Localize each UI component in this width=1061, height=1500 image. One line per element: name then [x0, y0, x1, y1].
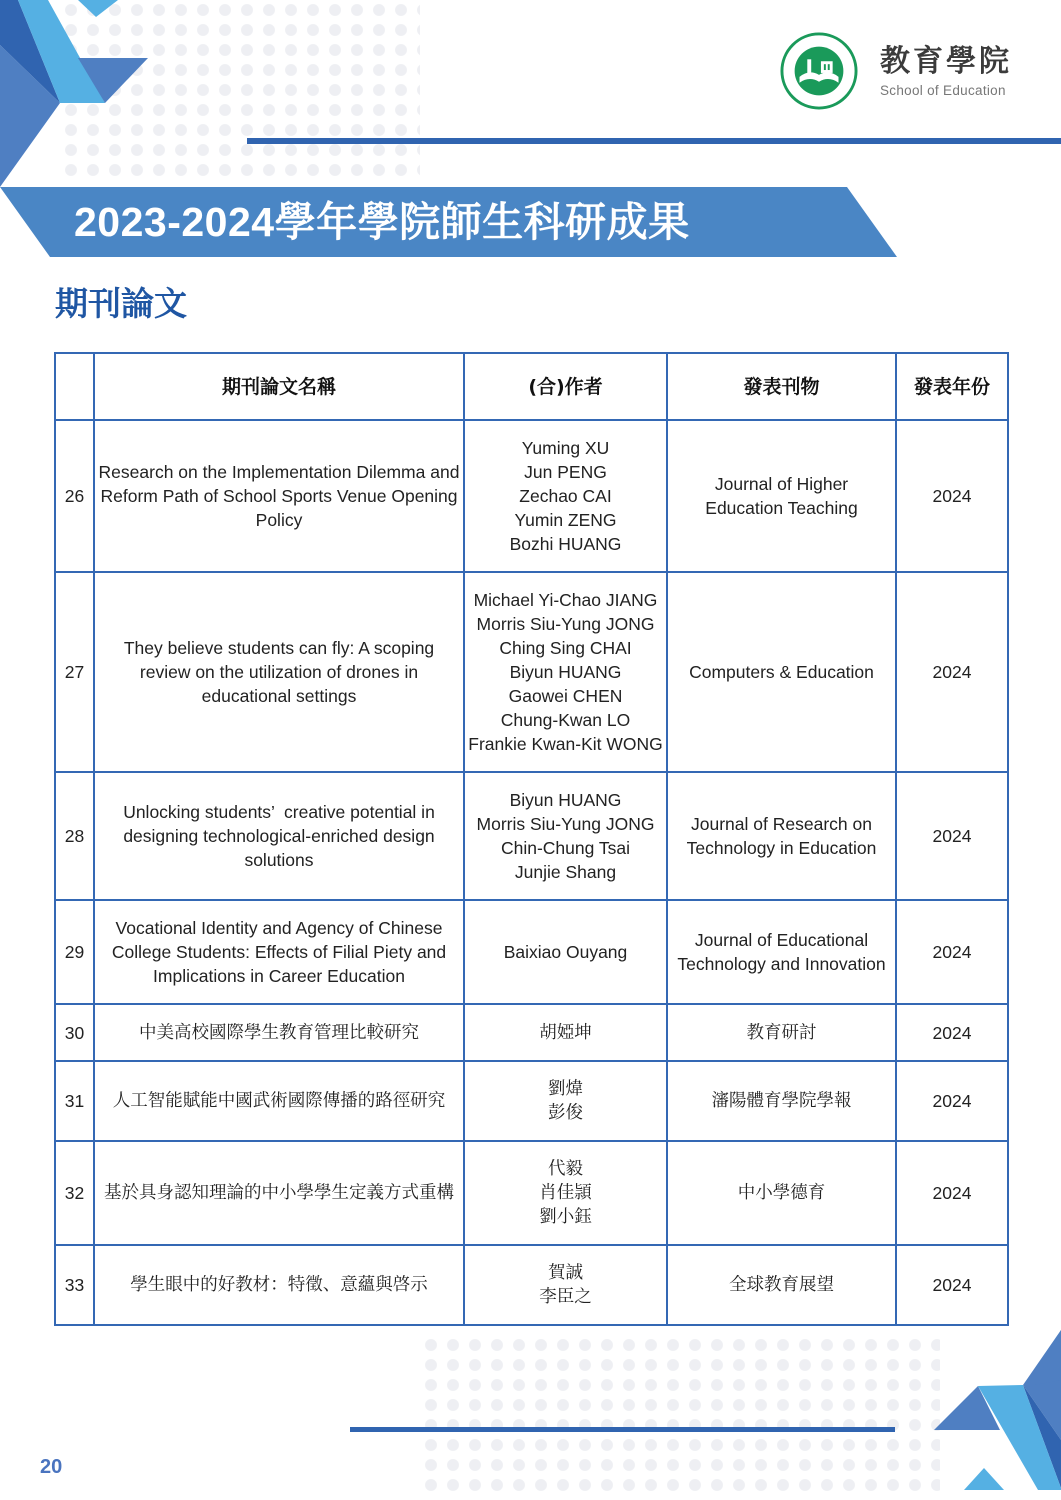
authors-cell	[464, 1141, 667, 1245]
decorative-dot-pattern-bottom	[420, 1335, 940, 1495]
authors-cell	[464, 1245, 667, 1325]
table-row	[55, 1245, 1008, 1325]
publication-year: 2024	[896, 420, 1008, 572]
author: 劉小鈺	[539, 1207, 592, 1227]
author: Biyun HUANG	[509, 790, 622, 810]
table-row	[55, 572, 1008, 772]
table-row	[55, 1004, 1008, 1061]
table-row	[55, 772, 1008, 900]
city-university-of-macau-seal-icon	[780, 32, 858, 110]
author: Gaowei CHEN	[508, 686, 623, 706]
row-number: 27	[55, 572, 94, 772]
row-number: 28	[55, 772, 94, 900]
journal-name: Journal of Higher Education Teaching	[667, 420, 896, 572]
row-number: 29	[55, 900, 94, 1004]
paper-title: 中美高校國際學生教育管理比較研究	[94, 1004, 464, 1061]
row-number: 33	[55, 1245, 94, 1325]
school-logo	[780, 32, 1012, 110]
paper-title: 基於具身認知理論的中小學學生定義方式重構	[94, 1141, 464, 1245]
table-header-row	[55, 353, 1008, 420]
author: Chin-Chung Tsai	[500, 838, 631, 858]
journal-name: Journal of Educational Technology and Innovation	[667, 900, 896, 1004]
publication-year: 2024	[896, 1141, 1008, 1245]
column-header-authors: (合)作者	[464, 353, 667, 420]
author: 代毅	[548, 1159, 583, 1179]
journal-name: 全球教育展望	[667, 1245, 896, 1325]
authors-cell	[464, 1061, 667, 1141]
row-number: 32	[55, 1141, 94, 1245]
top-left-geometric-decoration	[0, 0, 160, 200]
paper-title: 學生眼中的好教材：特徵、意蘊與啓示	[94, 1245, 464, 1325]
column-header-number	[55, 353, 94, 420]
journal-name: 中小學德育	[667, 1141, 896, 1245]
author: Ching Sing CHAI	[499, 638, 632, 658]
author: Yumin ZENG	[514, 510, 617, 530]
journal-name: Journal of Research on Technology in Education	[667, 772, 896, 900]
author: Zechao CAI	[519, 486, 612, 506]
publication-year: 2024	[896, 772, 1008, 900]
school-name-chinese: 教育學院	[880, 43, 1012, 79]
table-row	[55, 420, 1008, 572]
authors-cell	[464, 572, 667, 772]
author: Morris Siu-Yung JONG	[476, 614, 655, 634]
author: Bozhi HUANG	[509, 534, 622, 554]
author: 賀誠	[548, 1263, 583, 1283]
publication-year: 2024	[896, 1004, 1008, 1061]
paper-title: They believe students can fly: A scoping review on the utilization of drones in educational settings	[94, 572, 464, 772]
paper-title: 人工智能賦能中國武術國際傳播的路徑研究	[94, 1061, 464, 1141]
page-number: 20	[40, 1456, 63, 1478]
table-row	[55, 900, 1008, 1004]
deco-triangle-tiny	[964, 1468, 1004, 1490]
publication-year: 2024	[896, 1061, 1008, 1141]
deco-chevron-top	[78, 0, 118, 17]
author: Yuming XU	[521, 438, 610, 458]
column-header-year: 發表年份	[896, 353, 1008, 420]
authors-cell	[464, 1004, 667, 1061]
table-row	[55, 1061, 1008, 1141]
row-number: 30	[55, 1004, 94, 1061]
footer-divider	[350, 1427, 895, 1432]
publication-year: 2024	[896, 1245, 1008, 1325]
author: Chung-Kwan LO	[500, 710, 631, 730]
author: 李臣之	[539, 1287, 592, 1307]
author: Biyun HUANG	[509, 662, 622, 682]
school-name-english: School of Education	[880, 82, 1006, 98]
table-row	[55, 1141, 1008, 1245]
author: Jun PENG	[524, 462, 607, 482]
authors-cell	[464, 900, 667, 1004]
publication-year: 2024	[896, 572, 1008, 772]
journal-name: 瀋陽體育學院學報	[667, 1061, 896, 1141]
author: Baixiao Ouyang	[503, 942, 628, 962]
authors-cell	[464, 420, 667, 572]
author: 劉煒	[548, 1079, 583, 1099]
paper-title: Unlocking students’ creative potential in designing technological-enriched design solutions	[94, 772, 464, 900]
author: Michael Yi-Chao JIANG	[473, 590, 658, 610]
bottom-right-geometric-decoration	[900, 1330, 1061, 1500]
paper-title: Vocational Identity and Agency of Chinese College Students: Effects of Filial Piety and Implications in Career Education	[94, 900, 464, 1004]
author: 肖佳頴	[539, 1183, 592, 1203]
row-number: 31	[55, 1061, 94, 1141]
page-title: 2023-2024學年學院師生科研成果	[74, 199, 690, 245]
publication-year: 2024	[896, 900, 1008, 1004]
author: Frankie Kwan-Kit WONG	[468, 734, 663, 754]
column-header-journal: 發表刊物	[667, 353, 896, 420]
author: 彭俊	[548, 1103, 583, 1123]
journal-name: 教育研討	[667, 1004, 896, 1061]
header-divider	[247, 138, 1061, 144]
author: Junjie Shang	[514, 862, 617, 882]
journal-name: Computers & Education	[667, 572, 896, 772]
paper-title: Research on the Implementation Dilemma and Reform Path of School Sports Venue Opening Policy	[94, 420, 464, 572]
author: Morris Siu-Yung JONG	[476, 814, 655, 834]
author: 胡婭坤	[539, 1022, 592, 1043]
section-heading: 期刊論文	[55, 284, 187, 323]
journal-papers-table	[54, 352, 1009, 1326]
authors-cell	[464, 772, 667, 900]
column-header-title: 期刊論文名稱	[94, 353, 464, 420]
row-number: 26	[55, 420, 94, 572]
